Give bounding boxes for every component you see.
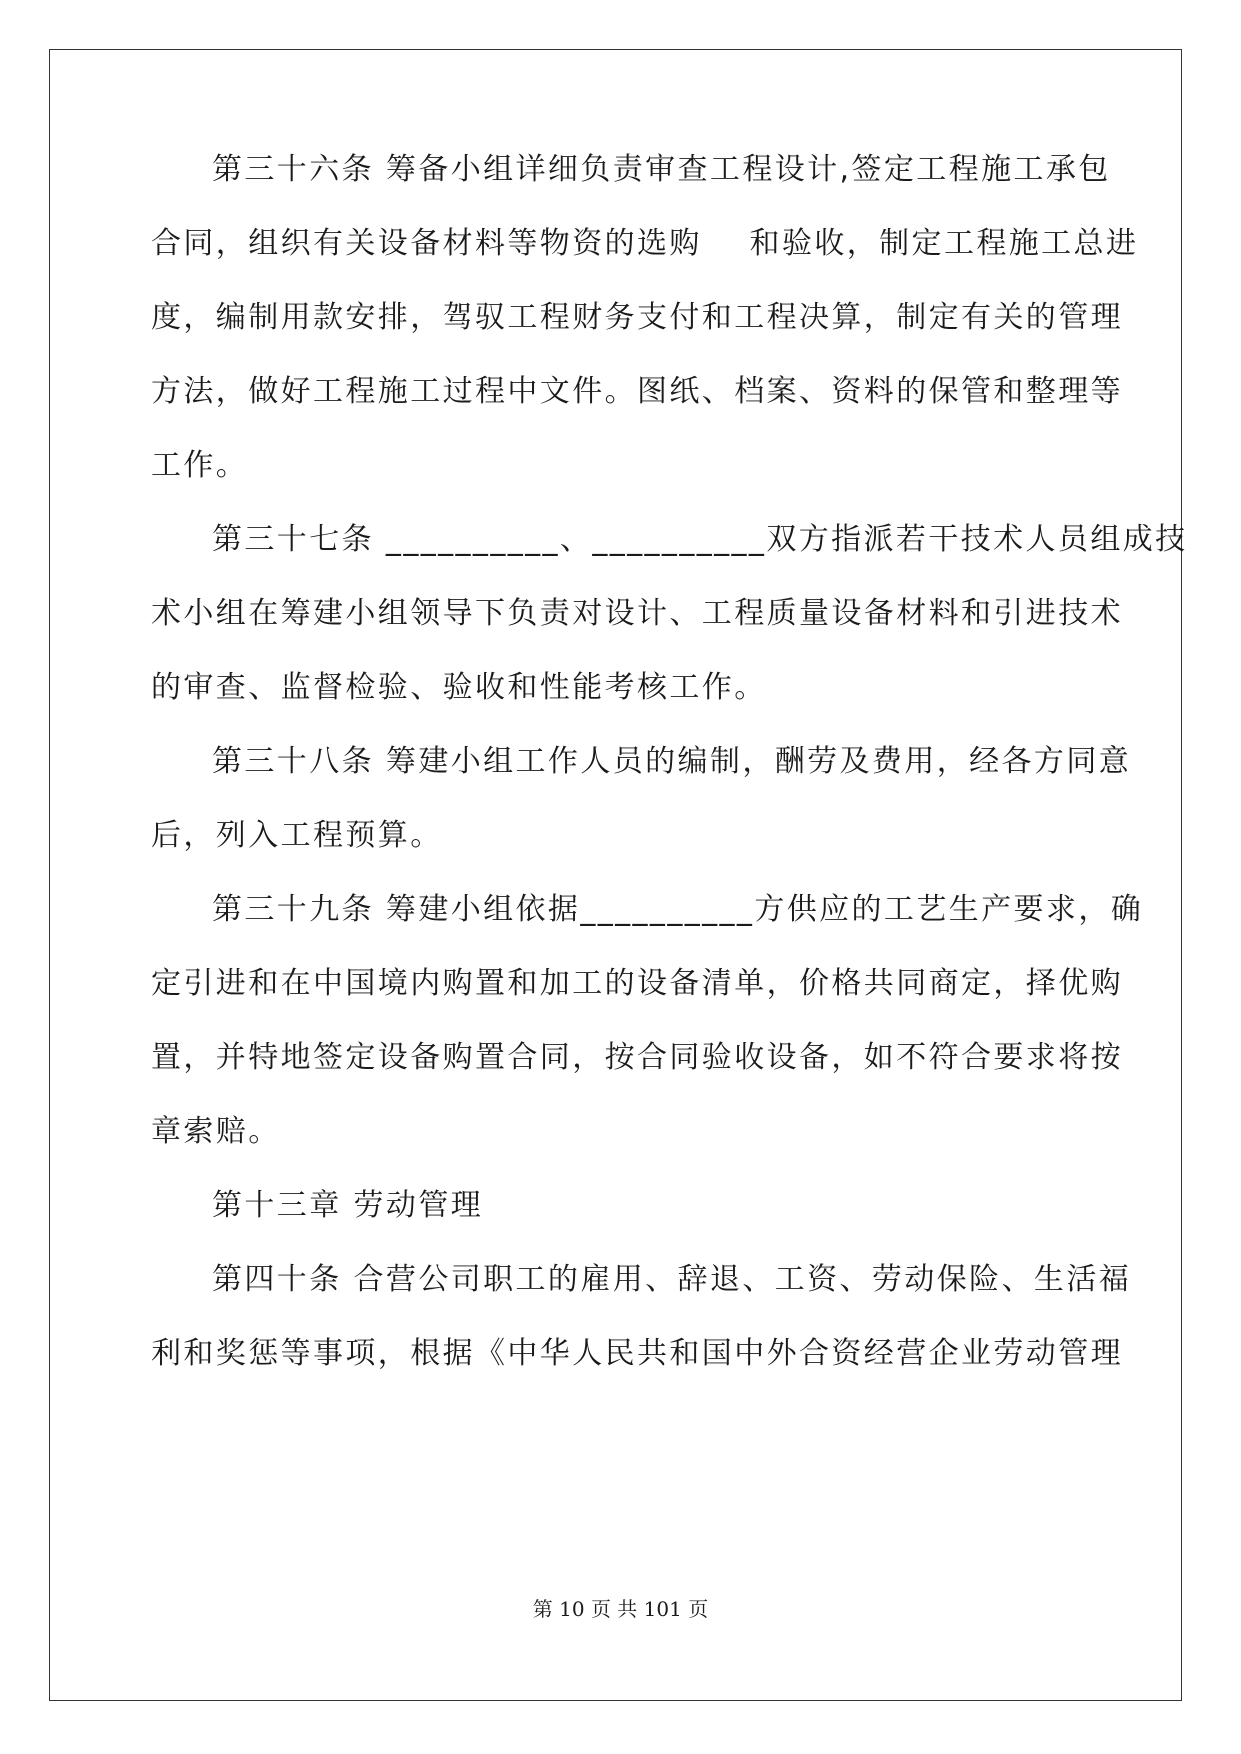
article-36-line-4: 方法，做好工程施工过程中文件。图纸、档案、资料的保管和整理等 (151, 374, 1123, 409)
article-36-line-3: 度，编制用款安排，驾驭工程财务支付和工程决算，制定有关的管理 (151, 300, 1123, 335)
article-37-line-1: 第三十七条 __________、__________双方指派若干技术人员组成技 (212, 522, 1188, 557)
article-37-line-3: 的审查、监督检验、验收和性能考核工作。 (151, 670, 767, 705)
article-39-line-1: 第三十九条 筹建小组依据__________方供应的工艺生产要求，确 (212, 892, 1144, 927)
chapter-13-heading: 第十三章 劳动管理 (212, 1188, 484, 1223)
article-39-line-4: 章索赔。 (151, 1114, 281, 1149)
article-40-line-2: 利和奖惩等事项，根据《中华人民共和国中外合资经营企业劳动管理 (151, 1336, 1123, 1371)
article-38-line-1: 第三十八条 筹建小组工作人员的编制，酬劳及费用，经各方同意 (212, 744, 1132, 779)
article-39-line-2: 定引进和在中国境内购置和加工的设备清单，价格共同商定，择优购 (151, 966, 1123, 1001)
article-38-line-2: 后，列入工程预算。 (151, 818, 443, 853)
page-number-footer: 第 10 页 共 101 页 (532, 1597, 709, 1621)
article-37-line-2: 术小组在筹建小组领导下负责对设计、工程质量设备材料和引进技术 (151, 596, 1123, 631)
article-36-line-1: 第三十六条 筹备小组详细负责审查工程设计,签定工程施工承包 (212, 152, 1111, 187)
article-36-line-5: 工作。 (151, 448, 249, 483)
article-39-line-3: 置，并特地签定设备购置合同，按合同验收设备，如不符合要求将按 (151, 1040, 1123, 1075)
article-40-line-1: 第四十条 合营公司职工的雇用、辞退、工资、劳动保险、生活福 (212, 1262, 1132, 1297)
article-36-line-2: 合同，组织有关设备材料等物资的选购 和验收，制定工程施工总进 (151, 226, 1139, 261)
